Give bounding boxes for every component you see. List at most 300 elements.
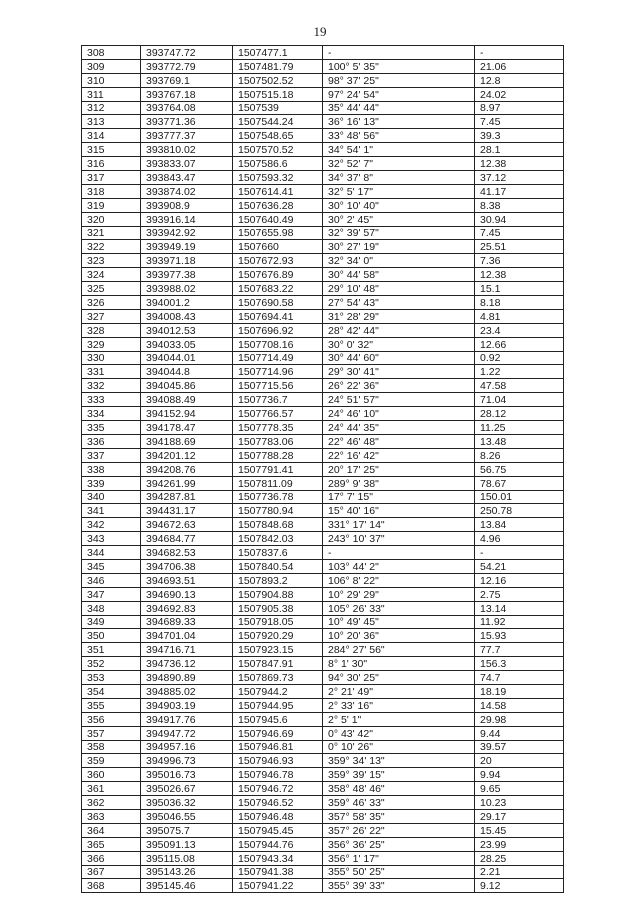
y-coordinate-cell: 1507708.16: [233, 337, 323, 351]
table-row: [82, 379, 564, 393]
x-coordinate-cell: 395046.55: [141, 809, 233, 823]
x-coordinate-cell: 394672.63: [141, 518, 233, 532]
x-coordinate-cell: 393771.36: [141, 115, 233, 129]
x-coordinate-cell: 395115.08: [141, 851, 233, 865]
point-number-cell: 314: [82, 129, 141, 143]
distance-cell: 12.66: [475, 337, 564, 351]
y-coordinate-cell: 1507780.94: [233, 504, 323, 518]
point-number-cell: 367: [82, 865, 141, 879]
bearing-cell: 284° 27' 56": [323, 643, 475, 657]
x-coordinate-cell: 394885.02: [141, 684, 233, 698]
bearing-cell: 29° 30' 41": [323, 365, 475, 379]
x-coordinate-cell: 394001.2: [141, 296, 233, 310]
table-row: [82, 87, 564, 101]
x-coordinate-cell: 394736.12: [141, 657, 233, 671]
y-coordinate-cell: 1507918.05: [233, 615, 323, 629]
point-number-cell: 337: [82, 448, 141, 462]
distance-cell: 4.96: [475, 532, 564, 546]
table-row: [82, 518, 564, 532]
distance-cell: 13.14: [475, 601, 564, 615]
point-number-cell: 326: [82, 296, 141, 310]
bearing-cell: 10° 20' 36": [323, 629, 475, 643]
point-number-cell: 319: [82, 198, 141, 212]
distance-cell: 12.38: [475, 157, 564, 171]
y-coordinate-cell: 1507941.38: [233, 865, 323, 879]
table-row: [82, 837, 564, 851]
distance-cell: 7.45: [475, 226, 564, 240]
table-row: [82, 684, 564, 698]
point-number-cell: 345: [82, 559, 141, 573]
x-coordinate-cell: 394178.47: [141, 421, 233, 435]
x-coordinate-cell: 394431.17: [141, 504, 233, 518]
point-number-cell: 313: [82, 115, 141, 129]
table-row: [82, 421, 564, 435]
bearing-cell: 97° 24' 54": [323, 87, 475, 101]
bearing-cell: 32° 52' 7": [323, 157, 475, 171]
table-row: [82, 643, 564, 657]
point-number-cell: 338: [82, 462, 141, 476]
distance-cell: 77.7: [475, 643, 564, 657]
table-row: [82, 157, 564, 171]
y-coordinate-cell: 1507945.6: [233, 712, 323, 726]
x-coordinate-cell: 394152.94: [141, 407, 233, 421]
table-row: [82, 698, 564, 712]
bearing-cell: -: [323, 546, 475, 560]
y-coordinate-cell: 1507676.89: [233, 268, 323, 282]
x-coordinate-cell: 394208.76: [141, 462, 233, 476]
bearing-cell: -: [323, 46, 475, 60]
point-number-cell: 332: [82, 379, 141, 393]
bearing-cell: 20° 17' 25": [323, 462, 475, 476]
distance-cell: 78.67: [475, 476, 564, 490]
point-number-cell: 331: [82, 365, 141, 379]
table-row: [82, 559, 564, 573]
y-coordinate-cell: 1507943.34: [233, 851, 323, 865]
y-coordinate-cell: 1507893.2: [233, 573, 323, 587]
x-coordinate-cell: 393777.37: [141, 129, 233, 143]
y-coordinate-cell: 1507941.22: [233, 879, 323, 893]
point-number-cell: 316: [82, 157, 141, 171]
bearing-cell: 105° 26' 33": [323, 601, 475, 615]
table-row: [82, 587, 564, 601]
x-coordinate-cell: 393916.14: [141, 212, 233, 226]
distance-cell: 7.36: [475, 254, 564, 268]
x-coordinate-cell: 394957.16: [141, 740, 233, 754]
distance-cell: 8.97: [475, 101, 564, 115]
x-coordinate-cell: 393874.02: [141, 184, 233, 198]
y-coordinate-cell: 1507736.7: [233, 393, 323, 407]
table-row: [82, 740, 564, 754]
distance-cell: 54.21: [475, 559, 564, 573]
bearing-cell: 356° 36' 25": [323, 837, 475, 851]
x-coordinate-cell: 394008.43: [141, 309, 233, 323]
table-row: [82, 46, 564, 60]
table-row: [82, 296, 564, 310]
point-number-cell: 309: [82, 59, 141, 73]
y-coordinate-cell: 1507946.48: [233, 809, 323, 823]
x-coordinate-cell: 395026.67: [141, 782, 233, 796]
x-coordinate-cell: 394044.8: [141, 365, 233, 379]
bearing-cell: 355° 50' 25": [323, 865, 475, 879]
bearing-cell: 243° 10' 37": [323, 532, 475, 546]
point-number-cell: 356: [82, 712, 141, 726]
y-coordinate-cell: 1507672.93: [233, 254, 323, 268]
point-number-cell: 317: [82, 171, 141, 185]
y-coordinate-cell: 1507946.69: [233, 726, 323, 740]
point-number-cell: 330: [82, 351, 141, 365]
point-number-cell: 334: [82, 407, 141, 421]
bearing-cell: 30° 10' 40": [323, 198, 475, 212]
table-row: [82, 823, 564, 837]
bearing-cell: 0° 43' 42": [323, 726, 475, 740]
y-coordinate-cell: 1507766.57: [233, 407, 323, 421]
x-coordinate-cell: 394693.51: [141, 573, 233, 587]
table-row: [82, 573, 564, 587]
bearing-cell: 30° 44' 58": [323, 268, 475, 282]
x-coordinate-cell: 393772.79: [141, 59, 233, 73]
table-row: [82, 184, 564, 198]
table-row: [82, 879, 564, 893]
bearing-cell: 355° 39' 33": [323, 879, 475, 893]
y-coordinate-cell: 1507715.56: [233, 379, 323, 393]
bearing-cell: 98° 37' 25": [323, 73, 475, 87]
y-coordinate-cell: 1507945.45: [233, 823, 323, 837]
x-coordinate-cell: 394692.83: [141, 601, 233, 615]
table-row: [82, 309, 564, 323]
y-coordinate-cell: 1507655.98: [233, 226, 323, 240]
distance-cell: 24.02: [475, 87, 564, 101]
x-coordinate-cell: 394690.13: [141, 587, 233, 601]
x-coordinate-cell: 394903.19: [141, 698, 233, 712]
table-row: [82, 171, 564, 185]
x-coordinate-cell: 393942.92: [141, 226, 233, 240]
point-number-cell: 329: [82, 337, 141, 351]
bearing-cell: 289° 9' 38": [323, 476, 475, 490]
table-row: [82, 365, 564, 379]
table-row: [82, 198, 564, 212]
bearing-cell: 34° 54' 1": [323, 143, 475, 157]
y-coordinate-cell: 1507847.91: [233, 657, 323, 671]
point-number-cell: 342: [82, 518, 141, 532]
table-row: [82, 282, 564, 296]
bearing-cell: 30° 0' 32": [323, 337, 475, 351]
distance-cell: 56.75: [475, 462, 564, 476]
x-coordinate-cell: 393908.9: [141, 198, 233, 212]
point-number-cell: 321: [82, 226, 141, 240]
bearing-cell: 2° 33' 16": [323, 698, 475, 712]
table-row: [82, 323, 564, 337]
point-number-cell: 358: [82, 740, 141, 754]
x-coordinate-cell: 395016.73: [141, 768, 233, 782]
distance-cell: -: [475, 46, 564, 60]
table-row: [82, 671, 564, 685]
distance-cell: 9.12: [475, 879, 564, 893]
x-coordinate-cell: 394188.69: [141, 434, 233, 448]
point-number-cell: 327: [82, 309, 141, 323]
distance-cell: 15.45: [475, 823, 564, 837]
x-coordinate-cell: 393988.02: [141, 282, 233, 296]
y-coordinate-cell: 1507842.03: [233, 532, 323, 546]
y-coordinate-cell: 1507690.58: [233, 296, 323, 310]
distance-cell: 9.44: [475, 726, 564, 740]
x-coordinate-cell: 394261.99: [141, 476, 233, 490]
distance-cell: 11.92: [475, 615, 564, 629]
y-coordinate-cell: 1507736.78: [233, 490, 323, 504]
bearing-cell: 31° 28' 29": [323, 309, 475, 323]
distance-cell: 39.57: [475, 740, 564, 754]
bearing-cell: 32° 5' 17": [323, 184, 475, 198]
distance-cell: 1.22: [475, 365, 564, 379]
x-coordinate-cell: 394890.89: [141, 671, 233, 685]
bearing-cell: 22° 46' 48": [323, 434, 475, 448]
y-coordinate-cell: 1507946.72: [233, 782, 323, 796]
point-number-cell: 365: [82, 837, 141, 851]
distance-cell: 20: [475, 754, 564, 768]
distance-cell: 14.58: [475, 698, 564, 712]
x-coordinate-cell: 393843.47: [141, 171, 233, 185]
bearing-cell: 15° 40' 16": [323, 504, 475, 518]
y-coordinate-cell: 1507586.6: [233, 157, 323, 171]
x-coordinate-cell: 394917.76: [141, 712, 233, 726]
point-number-cell: 318: [82, 184, 141, 198]
y-coordinate-cell: 1507636.28: [233, 198, 323, 212]
bearing-cell: 359° 46' 33": [323, 796, 475, 810]
point-number-cell: 359: [82, 754, 141, 768]
point-number-cell: 354: [82, 684, 141, 698]
x-coordinate-cell: 393767.18: [141, 87, 233, 101]
y-coordinate-cell: 1507840.54: [233, 559, 323, 573]
y-coordinate-cell: 1507614.41: [233, 184, 323, 198]
x-coordinate-cell: 393833.07: [141, 157, 233, 171]
bearing-cell: 28° 42' 44": [323, 323, 475, 337]
x-coordinate-cell: 394996.73: [141, 754, 233, 768]
point-number-cell: 355: [82, 698, 141, 712]
table-row: [82, 254, 564, 268]
table-row: [82, 434, 564, 448]
table-row: [82, 268, 564, 282]
y-coordinate-cell: 1507660: [233, 240, 323, 254]
bearing-cell: 100° 5' 35": [323, 59, 475, 73]
table-row: [82, 212, 564, 226]
bearing-cell: 24° 51' 57": [323, 393, 475, 407]
point-number-cell: 320: [82, 212, 141, 226]
y-coordinate-cell: 1507502.52: [233, 73, 323, 87]
point-number-cell: 324: [82, 268, 141, 282]
point-number-cell: 325: [82, 282, 141, 296]
x-coordinate-cell: 393977.38: [141, 268, 233, 282]
distance-cell: 150.01: [475, 490, 564, 504]
point-number-cell: 340: [82, 490, 141, 504]
y-coordinate-cell: 1507791.41: [233, 462, 323, 476]
distance-cell: 23.4: [475, 323, 564, 337]
x-coordinate-cell: 394689.33: [141, 615, 233, 629]
table-row: [82, 865, 564, 879]
y-coordinate-cell: 1507683.22: [233, 282, 323, 296]
bearing-cell: 36° 16' 13": [323, 115, 475, 129]
bearing-cell: 359° 39' 15": [323, 768, 475, 782]
table-row: [82, 462, 564, 476]
distance-cell: 8.18: [475, 296, 564, 310]
table-row: [82, 129, 564, 143]
point-number-cell: 322: [82, 240, 141, 254]
x-coordinate-cell: 395091.13: [141, 837, 233, 851]
table-row: [82, 490, 564, 504]
distance-cell: 13.48: [475, 434, 564, 448]
point-number-cell: 335: [82, 421, 141, 435]
y-coordinate-cell: 1507848.68: [233, 518, 323, 532]
point-number-cell: 368: [82, 879, 141, 893]
distance-cell: 28.1: [475, 143, 564, 157]
distance-cell: 71.04: [475, 393, 564, 407]
distance-cell: 4.81: [475, 309, 564, 323]
x-coordinate-cell: 394044.01: [141, 351, 233, 365]
bearing-cell: 357° 58' 35": [323, 809, 475, 823]
table-row: [82, 351, 564, 365]
point-number-cell: 339: [82, 476, 141, 490]
y-coordinate-cell: 1507694.41: [233, 309, 323, 323]
table-row: [82, 59, 564, 73]
y-coordinate-cell: 1507778.35: [233, 421, 323, 435]
table-row: [82, 754, 564, 768]
table-row: [82, 448, 564, 462]
bearing-cell: 35° 44' 44": [323, 101, 475, 115]
point-number-cell: 357: [82, 726, 141, 740]
bearing-cell: 10° 49' 45": [323, 615, 475, 629]
table-row: [82, 726, 564, 740]
y-coordinate-cell: 1507714.96: [233, 365, 323, 379]
bearing-cell: 30° 27' 19": [323, 240, 475, 254]
distance-cell: 23.99: [475, 837, 564, 851]
y-coordinate-cell: 1507946.93: [233, 754, 323, 768]
point-number-cell: 346: [82, 573, 141, 587]
table-row: [82, 240, 564, 254]
distance-cell: 9.65: [475, 782, 564, 796]
distance-cell: 37.12: [475, 171, 564, 185]
distance-cell: 18.19: [475, 684, 564, 698]
y-coordinate-cell: 1507837.6: [233, 546, 323, 560]
point-number-cell: 311: [82, 87, 141, 101]
distance-cell: 41.17: [475, 184, 564, 198]
distance-cell: 25.51: [475, 240, 564, 254]
y-coordinate-cell: 1507696.92: [233, 323, 323, 337]
coordinates-table-body: [82, 46, 564, 893]
y-coordinate-cell: 1507544.24: [233, 115, 323, 129]
distance-cell: 0.92: [475, 351, 564, 365]
x-coordinate-cell: 393747.72: [141, 46, 233, 60]
y-coordinate-cell: 1507920.29: [233, 629, 323, 643]
distance-cell: 10.23: [475, 796, 564, 810]
bearing-cell: 30° 2' 45": [323, 212, 475, 226]
table-row: [82, 601, 564, 615]
bearing-cell: 26° 22' 36": [323, 379, 475, 393]
distance-cell: 29.98: [475, 712, 564, 726]
point-number-cell: 360: [82, 768, 141, 782]
table-row: [82, 712, 564, 726]
distance-cell: 2.75: [475, 587, 564, 601]
point-number-cell: 353: [82, 671, 141, 685]
table-row: [82, 782, 564, 796]
x-coordinate-cell: 394706.38: [141, 559, 233, 573]
y-coordinate-cell: 1507869.73: [233, 671, 323, 685]
table-row: [82, 407, 564, 421]
distance-cell: 2.21: [475, 865, 564, 879]
x-coordinate-cell: 394287.81: [141, 490, 233, 504]
distance-cell: 29.17: [475, 809, 564, 823]
table-row: [82, 226, 564, 240]
y-coordinate-cell: 1507904.88: [233, 587, 323, 601]
x-coordinate-cell: 393971.18: [141, 254, 233, 268]
distance-cell: 28.25: [475, 851, 564, 865]
table-row: [82, 115, 564, 129]
x-coordinate-cell: 395145.46: [141, 879, 233, 893]
table-row: [82, 73, 564, 87]
bearing-cell: 33° 48' 56": [323, 129, 475, 143]
table-row: [82, 101, 564, 115]
y-coordinate-cell: 1507946.52: [233, 796, 323, 810]
point-number-cell: 352: [82, 657, 141, 671]
table-row: [82, 337, 564, 351]
y-coordinate-cell: 1507593.32: [233, 171, 323, 185]
bearing-cell: 22° 16' 42": [323, 448, 475, 462]
bearing-cell: 34° 37' 8": [323, 171, 475, 185]
table-row: [82, 629, 564, 643]
page-number: 19: [313, 24, 327, 39]
table-row: [82, 796, 564, 810]
distance-cell: 156.3: [475, 657, 564, 671]
distance-cell: 12.16: [475, 573, 564, 587]
y-coordinate-cell: 1507477.1: [233, 46, 323, 60]
point-number-cell: 312: [82, 101, 141, 115]
x-coordinate-cell: 395075.7: [141, 823, 233, 837]
bearing-cell: 29° 10' 48": [323, 282, 475, 296]
bearing-cell: 2° 5' 1": [323, 712, 475, 726]
point-number-cell: 349: [82, 615, 141, 629]
table-row: [82, 393, 564, 407]
y-coordinate-cell: 1507811.09: [233, 476, 323, 490]
bearing-cell: 8° 1' 30": [323, 657, 475, 671]
point-number-cell: 366: [82, 851, 141, 865]
distance-cell: 12.8: [475, 73, 564, 87]
distance-cell: 13.84: [475, 518, 564, 532]
y-coordinate-cell: 1507640.49: [233, 212, 323, 226]
distance-cell: -: [475, 546, 564, 560]
point-number-cell: 361: [82, 782, 141, 796]
x-coordinate-cell: 394045.86: [141, 379, 233, 393]
distance-cell: 12.38: [475, 268, 564, 282]
y-coordinate-cell: 1507905.38: [233, 601, 323, 615]
bearing-cell: 10° 29' 29": [323, 587, 475, 601]
bearing-cell: 32° 34' 0": [323, 254, 475, 268]
x-coordinate-cell: 394947.72: [141, 726, 233, 740]
bearing-cell: 358° 48' 46": [323, 782, 475, 796]
table-row: [82, 768, 564, 782]
y-coordinate-cell: 1507946.78: [233, 768, 323, 782]
table-row: [82, 546, 564, 560]
distance-cell: 9.94: [475, 768, 564, 782]
y-coordinate-cell: 1507539: [233, 101, 323, 115]
x-coordinate-cell: 393949.19: [141, 240, 233, 254]
x-coordinate-cell: 394716.71: [141, 643, 233, 657]
x-coordinate-cell: 394088.49: [141, 393, 233, 407]
distance-cell: 8.26: [475, 448, 564, 462]
table-row: [82, 615, 564, 629]
distance-cell: 15.1: [475, 282, 564, 296]
table-row: [82, 143, 564, 157]
point-number-cell: 315: [82, 143, 141, 157]
bearing-cell: 24° 44' 35": [323, 421, 475, 435]
bearing-cell: 24° 46' 10": [323, 407, 475, 421]
distance-cell: 30.94: [475, 212, 564, 226]
